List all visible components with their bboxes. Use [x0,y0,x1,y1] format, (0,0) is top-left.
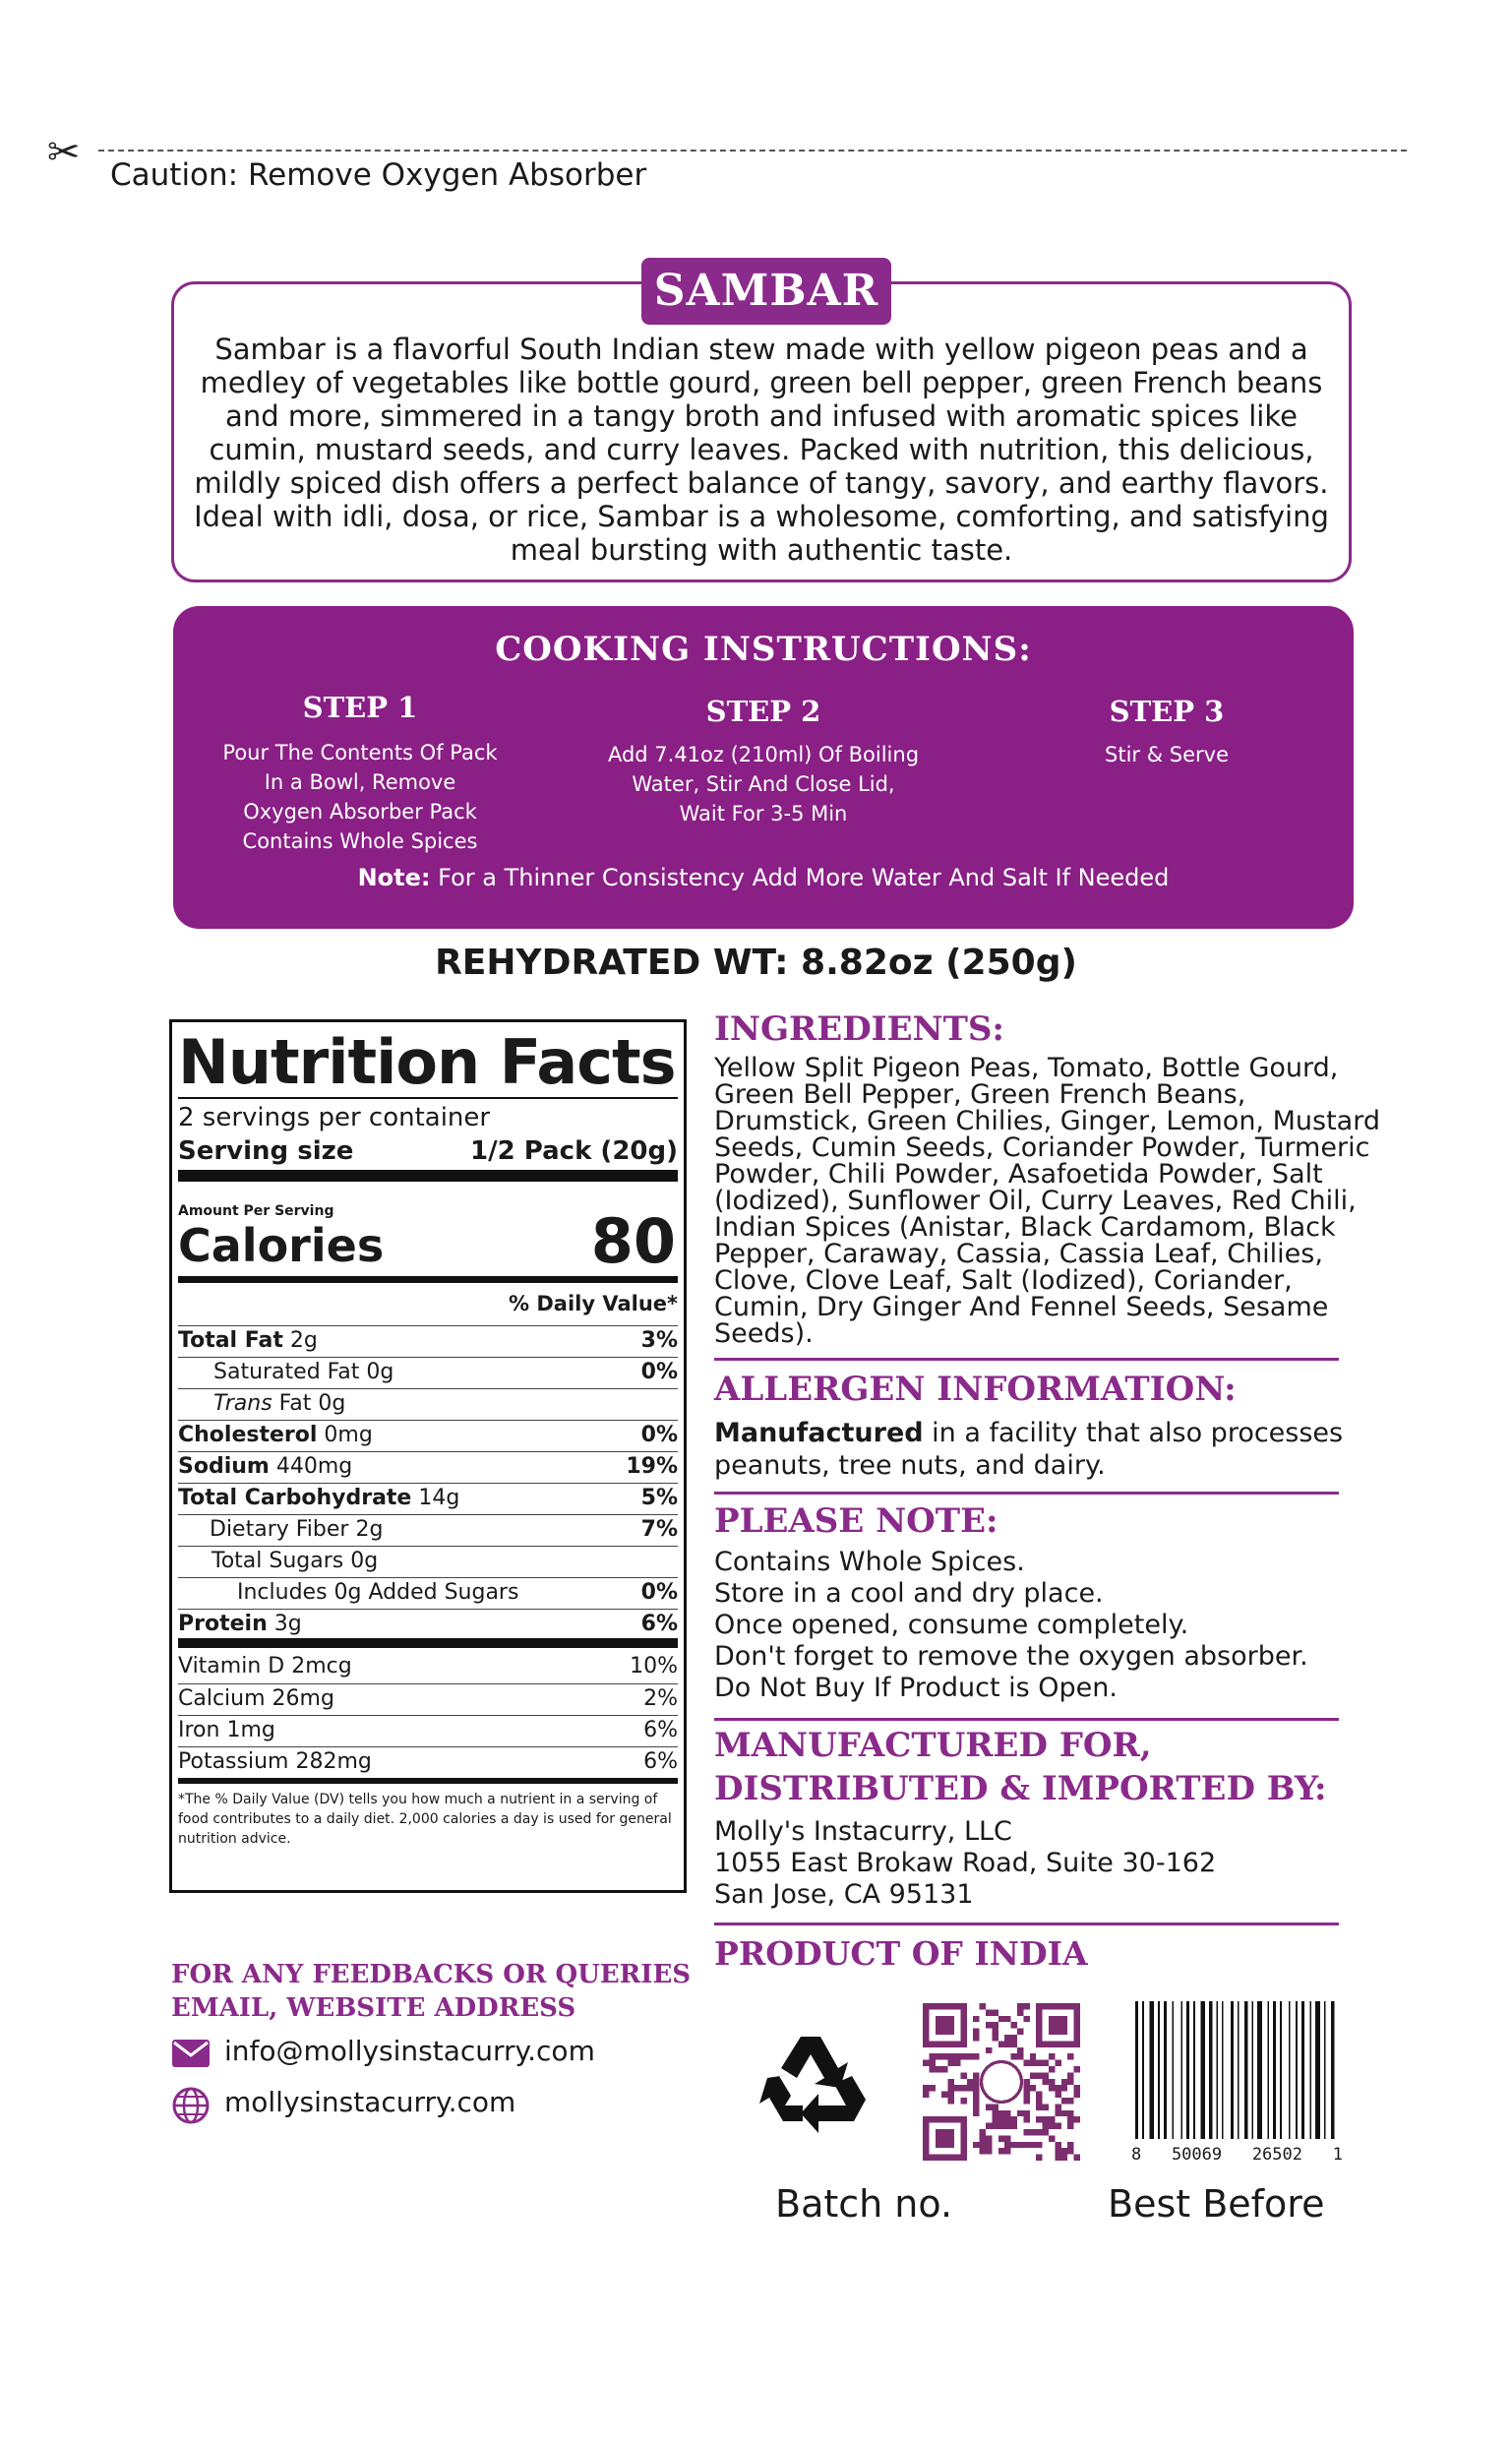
qr-code [923,2003,1080,2161]
barcode [1131,2001,1343,2168]
contact-website[interactable]: mollysinstacurry.com [224,2086,516,2118]
section-divider [714,1492,1339,1495]
please-note-list [714,1547,1354,1704]
contact-heading: FOR ANY FEEDBACKS OR QUERIES EMAIL, WEBSITE ADDRESS [171,1960,692,2023]
daily-value-header: % Daily Value* [509,1292,678,1315]
note-line: Don't forget to remove the oxygen absorber. [714,1641,1308,1672]
ingredients-heading: INGREDIENTS: [714,1009,1004,1049]
divider [178,1170,678,1182]
nutrient-row-trans-fat: Trans Fat 0g [178,1388,678,1419]
section-divider [714,1718,1339,1721]
cooking-note [173,864,1354,891]
serving-size-label: Serving size [178,1136,354,1166]
divider [178,1638,678,1648]
servings-per-container: 2 servings per container [178,1103,491,1132]
nutrient-row-potassium: Potassium 282mg 6% [178,1746,678,1777]
nutrient-row-added-sugars: Includes 0g Added Sugars 0% [178,1577,678,1608]
contact-email[interactable]: info@mollysinstacurry.com [224,2035,595,2067]
product-origin: PRODUCT OF INDIA [714,1934,1088,1973]
note-line: Do Not Buy If Product is Open. [714,1673,1118,1703]
nutrition-facts-panel [169,1019,687,1893]
scissors-icon: ✂ [47,130,81,175]
best-before-label: Best Before [1108,2182,1325,2226]
calories-value: 80 [590,1205,676,1277]
allergen-text: Manufactured in a facility that also processes peanuts, tree nuts, and dairy. [714,1418,1344,1481]
nutrient-row-saturated-fat: Saturated Fat 0g 0% [178,1357,678,1387]
nutrient-row-sugars: Total Sugars 0g [178,1546,678,1576]
manufacturer-heading: MANUFACTURED FOR, DISTRIBUTED & IMPORTED BY: [714,1726,1327,1808]
nutrient-row-sodium: Sodium 440mg 19% [178,1451,678,1482]
amount-per-serving: Amount Per Serving [178,1203,334,1219]
cut-line [98,150,1407,152]
manufacturer-address: Molly's Instacurry, LLC 1055 East Brokaw Road, Suite 30-162 San Jose, CA 95131 [714,1816,1217,1910]
rehydrated-weight: REHYDRATED WT: 8.82oz (250g) [435,943,1077,983]
note-text: For a Thinner Consistency Add More Water And Salt If Needed [430,864,1170,891]
step-3-label: STEP 3 [1109,695,1225,728]
batch-number-label: Batch no. [775,2182,953,2226]
nutrition-title: Nutrition Facts [178,1026,676,1098]
step-2-label: STEP 2 [705,695,821,728]
nutrient-row-vitamin-d: Vitamin D 2mcg 10% [178,1654,678,1679]
recycle-icon [757,2027,883,2145]
caution-text: Caution: Remove Oxygen Absorber [110,157,647,193]
barcode-number: 8 50069 26502 1 [1131,2145,1343,2165]
note-line: Contains Whole Spices. [714,1547,1025,1577]
barcode-bars [1131,2001,1338,2139]
section-divider [714,1923,1339,1925]
note-line: Once opened, consume completely. [714,1610,1189,1640]
divider [178,1097,678,1099]
email-icon [171,2039,211,2068]
nutrient-row-total-fat: Total Fat 2g 3% [178,1325,678,1356]
nutrient-row-carbohydrate: Total Carbohydrate 14g 5% [178,1483,678,1513]
nutrition-footnote: *The % Daily Value (DV) tells you how much a nutrient in a serving of food contributes to a daily diet. 2,000 calories a day is used for general nutrition advice. [178,1792,672,1847]
note-line: Store in a cool and dry place. [714,1578,1104,1609]
allergen-heading: ALLERGEN INFORMATION: [714,1370,1237,1409]
globe-icon [171,2086,211,2125]
please-note-heading: PLEASE NOTE: [714,1501,998,1541]
product-description: Sambar is a flavorful South Indian stew made with yellow pigeon peas and a medley of vegetables like bottle gourd, green bell pepper, green French beans and more, simmered in a tangy broth and infused with aromatic spices like cumin, mustard seeds, and curry leaves. Packed with nutrition, this delicious, mildly spiced dish offers a perfect balance of tangy, savory, and earthy flavors. Ideal with idli, dosa, or rice, Sambar is a wholesome, comforting, and satisfying meal bursting with authentic taste. [194,333,1329,567]
divider [178,1778,678,1784]
product-name: SAMBAR [641,258,891,325]
nutrient-row-iron: Iron 1mg 6% [178,1715,678,1745]
section-divider [714,1358,1339,1361]
cooking-title: COOKING INSTRUCTIONS: [495,630,1032,669]
step-2-text: Add 7.41oz (210ml) Of Boiling Water, Stir And Close Lid, Wait For 3-5 Min [607,743,920,825]
serving-size-value: 1/2 Pack (20g) [470,1136,678,1166]
calories-label: Calories [178,1219,385,1272]
nutrient-row-protein: Protein 3g 6% [178,1609,678,1639]
step-1-text: Pour The Contents Of Pack In a Bowl, Remove Oxygen Absorber Pack Contains Whole Spices [222,741,498,853]
nutrient-row-calcium: Calcium 26mg 2% [178,1683,678,1714]
note-label: Note: [357,864,431,891]
ingredients-text: Yellow Split Pigeon Peas, Tomato, Bottle Gourd, Green Bell Pepper, Green French Beans, Drumstick, Green Chilies, Ginger, Lemon, Mustard Seeds, Cumin Seeds, Coriander Powder, Turmeric Powder, Chili Powder, Asafoetida Powder, Salt (Iodized), Sunflower Oil, Curry Leaves, Red Chili, Indian Spices (Anistar, Black Cardamom, Black Pepper, Caraway, Cassia, Cassia Leaf, Chilies, Clove, Clove Leaf, Salt (Iodized), Coriander, Cumin, Dry Ginger And Fennel Seeds, Sesame Seeds). [714,1053,1380,1349]
nutrient-row-cholesterol: Cholesterol 0mg 0% [178,1420,678,1450]
divider [178,1276,678,1283]
step-3-text: Stir & Serve [1105,743,1229,766]
cooking-panel [173,606,1354,929]
nutrient-row-fiber: Dietary Fiber 2g 7% [178,1514,678,1545]
step-1-label: STEP 1 [302,691,418,724]
